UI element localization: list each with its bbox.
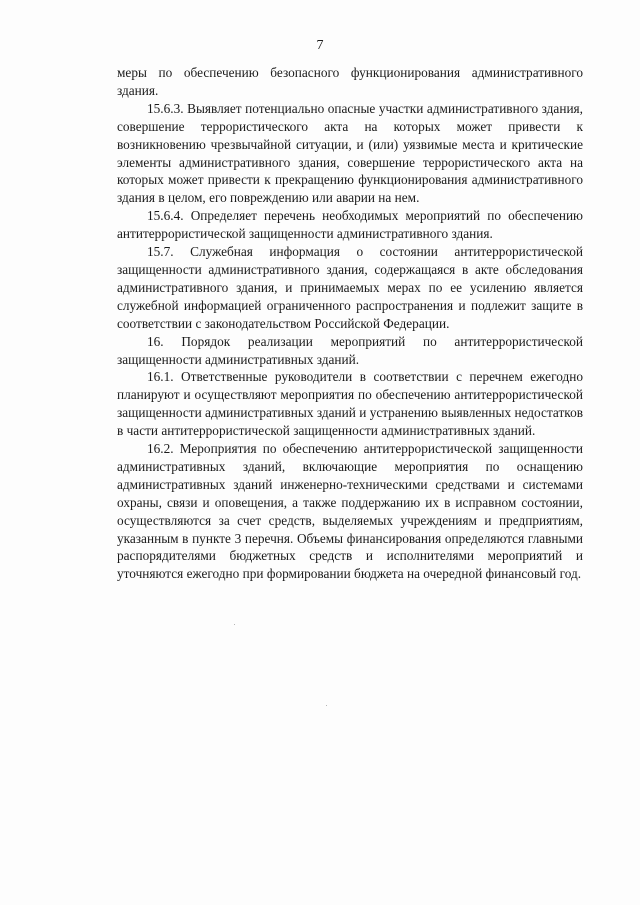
paragraph-16-1: 16.1. Ответственные руководители в соответствии с перечнем ежегодно планируют и осуществляют мероприятия по обеспечению антитеррористической защищенности административных зданий и устранению выявленных недостатков в части антитеррористической защищенности административных зданий.: [117, 369, 583, 439]
scan-speck: [326, 705, 327, 706]
paragraph-15-6-3: 15.6.3. Выявляет потенциально опасные участки административного здания, совершение террористического акта на которых может привести к возникновению чрезвычайной ситуации, и (или) уязвимые места и критические элементы административного здания, совершение террористического акта на которых может привести к прекращению функционирования административного здания в целом, его повреждению или аварии на нем.: [117, 100, 583, 206]
paragraph-16-2: 16.2. Мероприятия по обеспечению антитеррористической защищенности административных зданий, включающие мероприятия по оснащению административных зданий инженерно-техническими средствами и системами охраны, связи и оповещения, а также поддержанию их в исправном состоянии, осуществляются за счет средств, выделяемых учреждениям и предприятиям, указанным в пункте 3 перечня. Объемы финансирования определяются главными распорядителями бюджетных средств и исполнителями мероприятий и уточняются ежегодно при формировании бюджета на очередной финансовый год.: [117, 441, 583, 582]
document-body: [117, 64, 583, 583]
paragraph-15-6-4: 15.6.4. Определяет перечень необходимых мероприятий по обеспечению антитеррористической защищенности административного здания.: [117, 208, 583, 242]
paragraph-continuation: меры по обеспечению безопасного функционирования административного здания.: [117, 65, 583, 98]
paragraph-16: 16. Порядок реализации мероприятий по антитеррористической защищенности административных зданий.: [117, 333, 583, 367]
paragraph-15-7: 15.7. Служебная информация о состоянии антитеррористической защищенности административного здания, содержащаяся в акте обследования административного здания, и принимаемых мерах по ее усилению является служебной информацией ограниченного распространения и подлежит защите в соответствии с законодательством Российской Федерации.: [117, 244, 583, 331]
scan-speck: [234, 624, 235, 625]
page-number: 7: [316, 38, 324, 53]
